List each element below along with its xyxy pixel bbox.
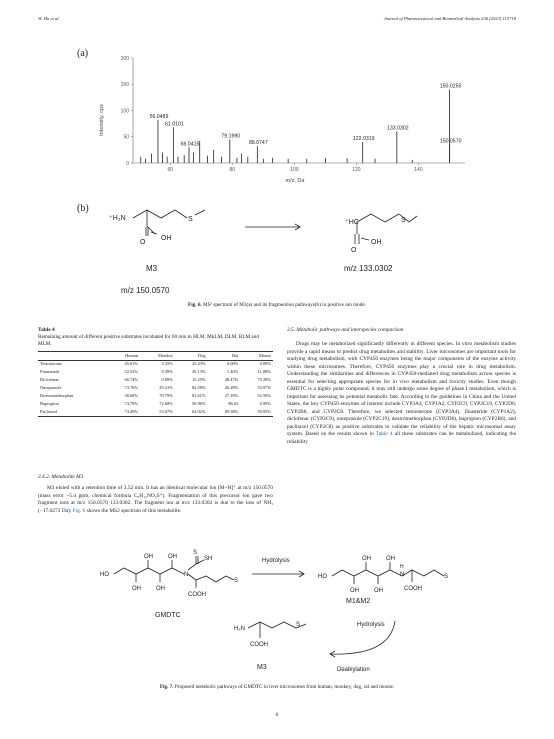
- remaining-amount-cell: 50.96%: [191, 400, 206, 406]
- remaining-amount-cell: 0.99%: [259, 400, 271, 406]
- chart-peak-labels: [150, 84, 462, 148]
- remaining-amount-cell: 74.49%: [124, 408, 139, 414]
- nh-group: H: [400, 564, 404, 570]
- fig6-caption-text: MS² spectrum of M3(a) and its fragmention pathways(b) in positive ion mode.: [203, 302, 366, 308]
- table-row: [38, 400, 273, 408]
- peak-label: 56.0489: [149, 113, 169, 120]
- remaining-amount-cell: 73.76%: [124, 385, 139, 391]
- hydroxyl-frag: OH: [371, 239, 382, 246]
- section-35-body: [287, 341, 516, 446]
- fig6b-structures: [95, 200, 495, 300]
- table-row: [38, 369, 273, 377]
- x-tick-label: 140: [414, 167, 423, 173]
- oh-group: OH: [374, 588, 383, 594]
- x-tick-label: 100: [290, 167, 299, 173]
- section-heading-35: 3.5. Metabolic pathways and interspecies comparison: [287, 327, 404, 333]
- substrate-name-cell: Testosterone: [40, 361, 63, 367]
- peak-label: 150.0255: [439, 83, 462, 90]
- oh-group: OH: [132, 586, 141, 592]
- carbocation: ⁺HC: [345, 219, 359, 226]
- fragment-mz: m/z 133.0302: [344, 264, 393, 273]
- body-text: M3 eluted with a retention time of 3.52 min. It has an identical molecular ion [M+H]⁺ at m/z 150.0570 (mass error −5.4 ppm, chemical formula C₅H₁₂NO₂S⁺). Fragmentation of this precursor ion gave two fragment ions at m/z 150.0570 133.0302. The fragment ion at m/z 133.0302 is due to the loss of NH₃ (−17.0273 Da);: [38, 485, 273, 514]
- fig6-caption: [0, 302, 554, 308]
- table-4: [38, 351, 273, 417]
- peak-label: 150.0570: [439, 138, 462, 145]
- remaining-amount-cell: 72.68%: [159, 400, 173, 406]
- remaining-amount-cell: 0.89%: [161, 377, 173, 383]
- body-text-tail: all these substrates can be metabolized, indicating the reliability: [287, 431, 516, 445]
- remaining-amount-cell: 86.63: [228, 400, 239, 406]
- remaining-amount-cell: 52.52%: [124, 369, 139, 375]
- remaining-amount-cell: 52.50%: [257, 393, 271, 399]
- s-atom: S: [296, 622, 301, 628]
- m3-pathway-label: M3: [257, 664, 267, 671]
- peak-label: 61.0101: [164, 121, 184, 128]
- sh-group: SH: [204, 556, 213, 562]
- remaining-amount-cell: 0.00%: [226, 361, 239, 367]
- peak-label: 88.0747: [248, 140, 268, 147]
- remaining-amount-cell: 64.92%: [191, 408, 206, 414]
- dealkylation-label: Dealkylation: [337, 667, 370, 673]
- remaining-amount-cell: 0.00%: [259, 361, 271, 367]
- s-atom: S: [193, 550, 198, 556]
- x-tick-label: 120: [352, 167, 361, 173]
- table4-link[interactable]: Table 4: [375, 431, 393, 437]
- remaining-amount-cell: 45.61%: [124, 361, 139, 367]
- substrate-name-cell: Omeprazole: [40, 385, 62, 391]
- oh-group: OH: [362, 556, 371, 562]
- substrate-name-cell: Finasteride: [40, 369, 60, 375]
- chart-axes: [121, 56, 465, 173]
- cooh-group: COOH: [404, 586, 422, 592]
- carbonyl-o: O: [140, 239, 146, 246]
- y-tick-label: 100: [120, 108, 129, 115]
- h2n-group: H₂N: [234, 626, 245, 632]
- oh-group: OH: [144, 554, 153, 560]
- m3-label: M3: [146, 264, 158, 273]
- remaining-amount-cell: 59.85%: [257, 408, 271, 414]
- remaining-amount-cell: 53.07%: [159, 408, 173, 414]
- remaining-amount-cell: 66.74%: [124, 377, 139, 383]
- gmdtc-label: GMDTC: [155, 612, 181, 619]
- oh-group: OH: [350, 588, 359, 594]
- remaining-amount-cell: 15.25%: [191, 377, 206, 383]
- s-atom: S: [234, 578, 239, 584]
- hydrolysis-label-2: Hydrolysis: [357, 622, 385, 628]
- table-4-description: Remaining amount of different positive substrates incubated for 60 min in HLM, MkLM, DLM, RLM and MLM.: [38, 334, 259, 347]
- oh-group: OH: [168, 554, 177, 560]
- page-number: 6: [275, 712, 279, 718]
- substrate-name-cell: Diclofenac: [40, 377, 60, 383]
- remaining-amount-cell: 53.97%: [257, 385, 271, 391]
- running-head-journal: Journal of Pharmaceutical and Biomedical Analysis 236 (2023) 115718: [383, 16, 516, 21]
- y-tick-label: 150: [120, 82, 129, 89]
- oh-group: OH: [386, 556, 395, 562]
- fig7-caption-text: Proposed metabolic pathways of GMDTC in liver microsomes from human, monkey, dog, rat and mouse.: [174, 684, 395, 690]
- y-tick-label: 200: [120, 55, 129, 62]
- table-header-cell: Monkey: [158, 352, 173, 358]
- table-header-cell: Human: [125, 352, 139, 358]
- remaining-amount-cell: 48.47%: [224, 377, 239, 383]
- running-head-authors: W. Hu et al.: [38, 16, 60, 21]
- ms2-spectrum-chart: [95, 48, 480, 188]
- table-header-cell: Dog: [197, 352, 206, 358]
- fig6-link[interactable]: Fig. 6: [72, 507, 86, 514]
- remaining-amount-cell: 70.79%: [159, 393, 173, 399]
- remaining-amount-cell: 20.13%: [191, 369, 206, 375]
- remaining-amount-cell: 1.40%: [226, 369, 239, 375]
- fig7-caption: [0, 684, 554, 690]
- fig7-pathway-diagram: [100, 546, 470, 671]
- remaining-amount-cell: 75.20%: [257, 377, 271, 383]
- remaining-amount-cell: 73.70%: [124, 400, 139, 406]
- hydroxyl: OH: [161, 235, 172, 242]
- body-text-tail: shows the MS2 spectrum of this metabolite.: [85, 507, 182, 514]
- s-atom: S: [444, 574, 449, 580]
- substrate-name-cell: Bupropion: [40, 400, 59, 406]
- table-row: [38, 377, 273, 385]
- y-tick-label: 50: [123, 134, 129, 141]
- y-axis-label: Intensity, cps: [99, 104, 105, 136]
- substrate-name-cell: Dextromethorphan: [40, 393, 74, 399]
- m1m2-label: M1&M2: [346, 598, 371, 605]
- section-342-body: [38, 485, 273, 515]
- peak-label: 79.1990: [221, 133, 241, 140]
- table-header-row: [38, 352, 273, 361]
- fig6-caption-label: Fig. 6.: [188, 302, 202, 308]
- table-4-block: [38, 327, 273, 417]
- sulfur-atom: S: [188, 216, 193, 223]
- cooh-group: COOH: [188, 592, 206, 598]
- remaining-amount-cell: 27.18%: [224, 393, 239, 399]
- table-4-title: Table 4: [38, 327, 55, 333]
- table-header-cell: Mouse: [259, 352, 271, 358]
- table-header-cell: Rat: [232, 352, 239, 358]
- x-tick-label: 80: [229, 167, 236, 173]
- substrate-name-cell: Paclitaxel: [40, 408, 58, 414]
- remaining-amount-cell: 89.38%: [224, 408, 239, 414]
- sulfur-atom-frag: S: [401, 217, 406, 224]
- x-axis-label: m/z, Da: [285, 178, 305, 184]
- section-heading-342: 3.4.2. Metabolite M3: [38, 474, 84, 480]
- cooh-group: COOH: [250, 642, 268, 648]
- panel-b-label: (b): [77, 203, 89, 214]
- hydrolysis-label-1: Hydrolysis: [262, 558, 290, 564]
- remaining-amount-cell: 81.61%: [191, 393, 206, 399]
- x-tick-label: 60: [167, 167, 174, 173]
- m3-mz: m/z 150.0570: [121, 286, 170, 295]
- remaining-amount-cell: 82.58%: [191, 385, 206, 391]
- n-atom: N: [184, 572, 189, 578]
- table-row: [38, 408, 273, 416]
- remaining-amount-cell: 3.35%: [161, 361, 173, 367]
- ho-group: HO: [100, 572, 109, 578]
- ho-group: HO: [318, 574, 327, 580]
- table-row: [38, 360, 273, 368]
- oh-group: OH: [156, 586, 165, 592]
- table-row: [38, 385, 273, 393]
- body-text: Drugs may be metabolized significantly differently in different species. In vitro metabolism studies provide a rapid means to predict drug metabolites and stability. Liver microsomes are important tools for studying drug metabolism, with CYP450 enzymes being the major components of the enzyme activity within these microsomes. Therefore, CYP450 enzymes play a crucial role in drug metabolism. Understanding the similarities and differences in CYP450-mediated drug metabolism across species is essential for selecting appropriate species for in vivo metabolism and toxicity studies. Even though GMDTC is a highly polar compound, it may still undergo some degree of phase I metabolism, which is important for assessing its potential metabolic fate. According to the guidelines in China and the United States, the key CYP450 enzymes of interest include CYP3A4, CYP1A2, CYP2C9, CYP2C19, CYP2D6, CYP2B6, and CYP2C8. Therefore, we selected testosterone (CYP3A4), finasteride (CYP1A2), diclofenac (CYP2C9), omeprazole (CYP2C19), dextromethorphan (CYP2D6), bupropion (CYP2B6), and paclitaxel (CYP2C8) as positive substrates to validate the reliability of the hepatic microsomal assay system. Based on the results shown in: [287, 341, 516, 437]
- remaining-amount-cell: 26.28%: [224, 385, 239, 391]
- remaining-amount-cell: 30.68%: [124, 393, 139, 399]
- panel-a-label: (a): [77, 48, 89, 59]
- peak-label: 122.0319: [352, 136, 375, 142]
- remaining-amount-cell: 11.88%: [257, 369, 271, 375]
- table-row: [38, 393, 273, 401]
- y-tick-label: 0: [126, 160, 129, 167]
- remaining-amount-cell: 29.21%: [159, 385, 173, 391]
- amine-group: ⁺H₃N: [109, 215, 126, 222]
- table-header-cell: [38, 352, 107, 361]
- n-atom: N: [400, 572, 405, 578]
- carbonyl-o-frag: O: [351, 247, 357, 254]
- peak-label: 66.0415: [180, 141, 200, 148]
- remaining-amount-cell: 25.43%: [191, 361, 206, 367]
- fig7-caption-label: Fig. 7.: [159, 684, 174, 690]
- peak-label: 133.0302: [387, 125, 409, 132]
- remaining-amount-cell: 0.39%: [161, 369, 173, 375]
